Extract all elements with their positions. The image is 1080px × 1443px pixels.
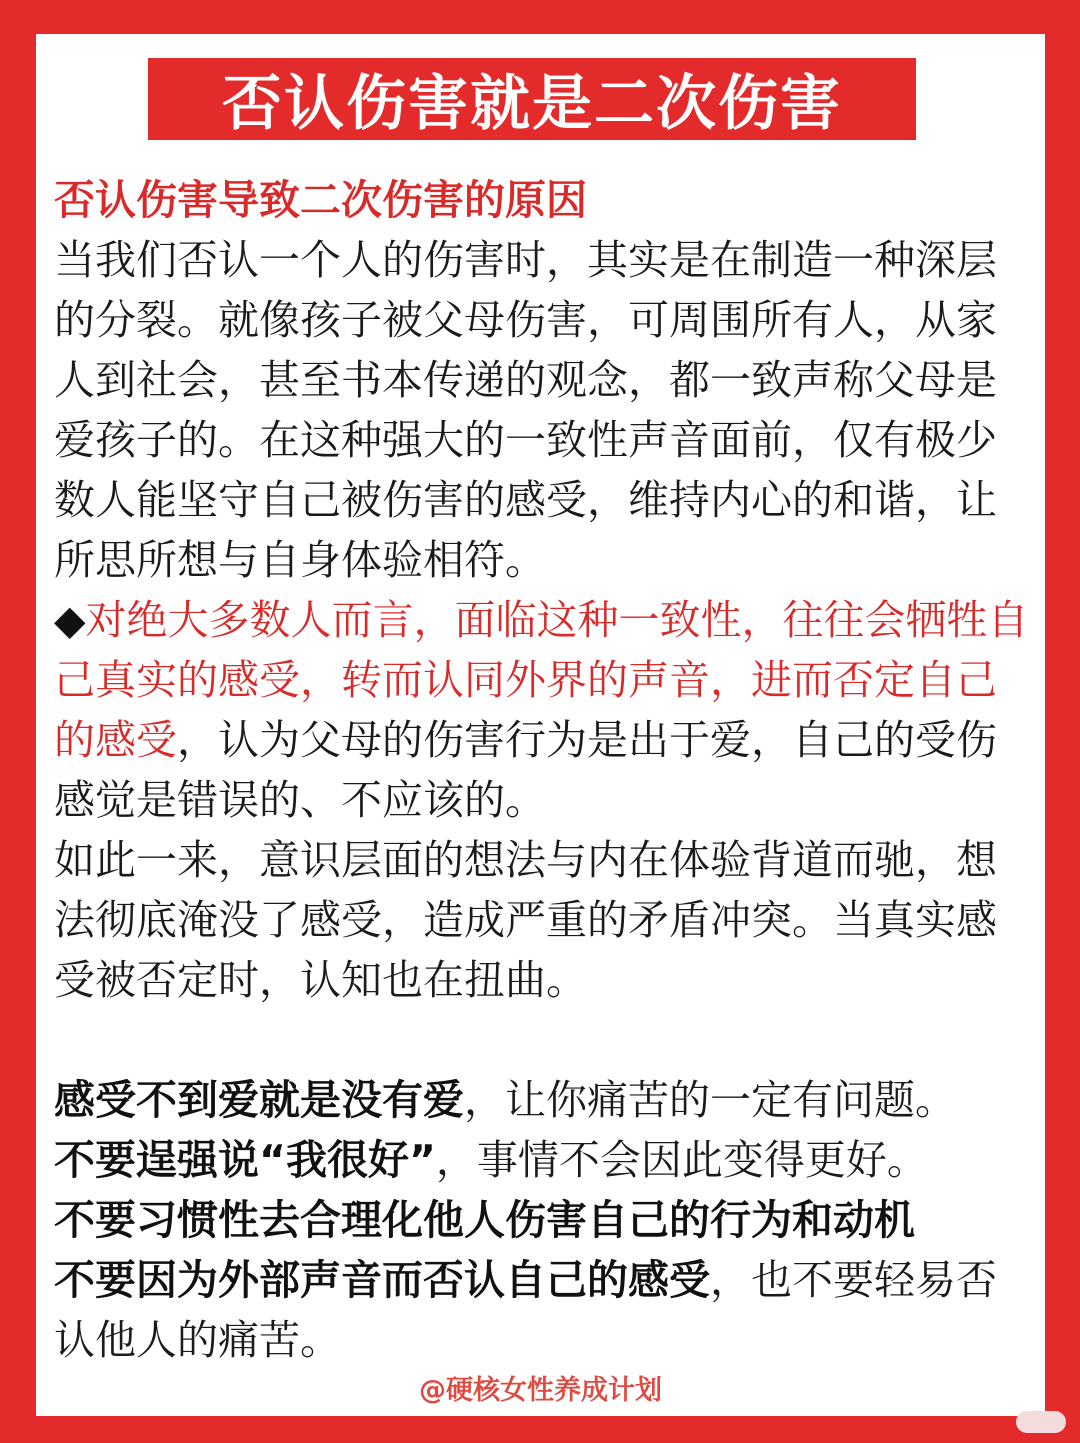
advice-bold: 不要因为外部声音而否认自己的感受 [54, 1256, 710, 1304]
advice-bold: 不要习惯性去合理化他人伤害自己的行为和动机 [54, 1196, 915, 1244]
title-banner [148, 58, 916, 140]
advice-line-1 [54, 1070, 1032, 1130]
advice-bold: 不要逞强说“我很好” [54, 1136, 436, 1184]
content-card [36, 34, 1045, 1416]
highlight-text: 对绝大多数人而言，面临这种一致性，往往会牺牲自己真实的感受，转而认同外界的声音，进而否定自己的感受 [54, 596, 1029, 764]
author-handle: @硬核女性养成计划 [419, 1375, 662, 1406]
paragraph-1: 当我们否认一个人的伤害时，其实是在制造一种深层的分裂。就像孩子被父母伤害，可周围所有人，从家人到社会，甚至书本传递的观念，都一致声称父母是爱孩子的。在这种强大的一致性声音面前，仅有极少数人能坚守自己被伤害的感受，维持内心的和谐，让所思所想与自身体验相符。 [54, 236, 997, 584]
paragraph-2-rest: ，认为父母的伤害行为是出于爱，自己的受伤感觉是错误的、不应该的。 [54, 716, 997, 824]
paragraph-3: 如此一来，意识层面的想法与内在体验背道而驰，想法彻底淹没了感受，造成严重的矛盾冲突。当真实感受被否定时，认知也在扭曲。 [54, 836, 997, 1004]
advice-line-2 [54, 1130, 1032, 1190]
advice-rest: ，也不要轻易否认他人的痛苦。 [54, 1256, 997, 1364]
diamond-bullet-icon: ◆ [54, 596, 86, 644]
spacer [54, 1010, 1032, 1070]
advice-bold: 感受不到爱就是没有爱 [54, 1076, 464, 1124]
advice-line-3 [54, 1190, 1032, 1250]
advice-line-4 [54, 1250, 1032, 1370]
page-title: 否认伤害就是二次伤害 [222, 69, 842, 139]
section-heading: 否认伤害导致二次伤害的原因 [54, 176, 587, 224]
advice-rest: ，事情不会因此变得更好。 [435, 1136, 928, 1184]
article-body [54, 170, 1032, 1370]
advice-rest: ，让你痛苦的一定有问题。 [464, 1076, 956, 1124]
watermark-icon [1016, 1411, 1066, 1433]
paragraph-2 [54, 590, 1032, 830]
